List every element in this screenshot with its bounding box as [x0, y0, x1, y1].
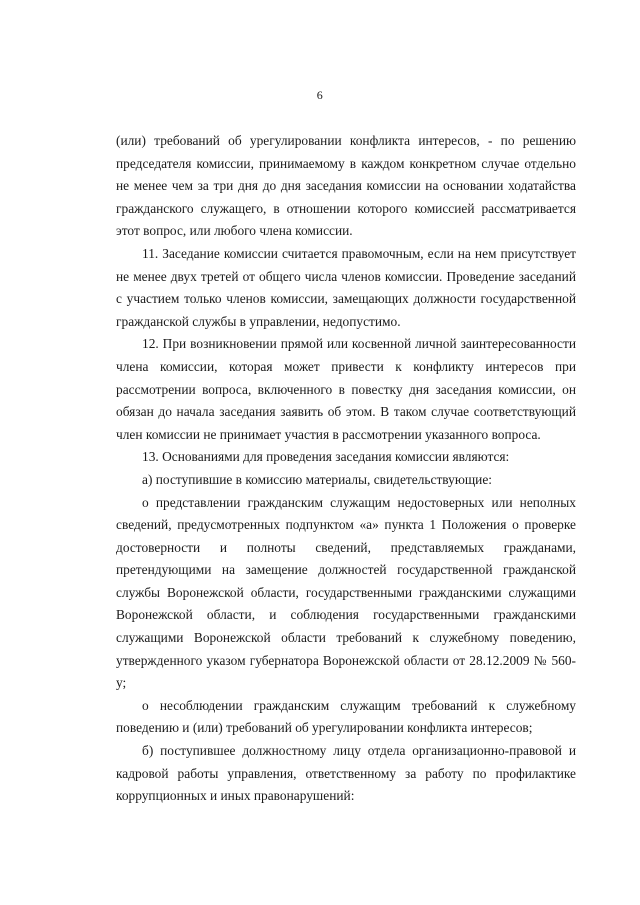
paragraph-subitem-a: а) поступившие в комиссию материалы, свидетельствующие: — [142, 471, 493, 487]
paragraph-subitem-b: б) поступившее должностному лицу отдела организационно-правовой и кадровой работы управления, ответственному за работу по профилактике коррупционных и иных правонарушений: — [116, 743, 576, 804]
paragraph-a-second-point: о несоблюдении гражданским служащим требований к служебному поведению и (или) требований об урегулировании конфликта интересов; — [116, 697, 576, 736]
page-number: 6 — [316, 88, 324, 102]
document-body — [116, 130, 576, 808]
paragraph-item-11: 11. Заседание комиссии считается правомочным, если на нем присутствует не менее двух третей от общего числа членов комиссии. Проведение заседаний с участием только членов комиссии, замещающих должности государственной гражданской службы в управлении, недопустимо. — [116, 245, 576, 329]
paragraph-item-12: 12. При возникновении прямой или косвенной личной заинтересованности члена комиссии, которая может привести к конфликту интересов при рассмотрении вопроса, включенного в повестку дня заседания комиссии, он обязан до начала заседания заявить об этом. В таком случае соответствующий член комиссии не принимает участия в рассмотрении указанного вопроса. — [116, 336, 576, 442]
paragraph-item-13: 13. Основаниями для проведения заседания комиссии являются: — [142, 449, 510, 465]
paragraph-a-first-point: о представлении гражданским служащим недостоверных или неполных сведений, предусмотренных подпунктом «а» пункта 1 Положения о проверке достоверности и полноты сведений, представляемых гражданами, претендующими на замещение должностей государственной гражданской службы Воронежской области, государственными гражданскими служащими Воронежской области, и соблюдения государственными гражданскими служащими Воронежской области требований к служебному поведению, утвержденного указом губернатора Воронежской области от 28.12.2009 № 560-у; — [116, 494, 576, 691]
paragraph-continuation: (или) требований об урегулировании конфликта интересов, - по решению председателя комиссии, принимаемому в каждом конкретном случае отдельно не менее чем за три дня до дня заседания комиссии на основании ходатайства гражданского служащего, в отношении которого комиссией рассматривается этот вопрос, или любого члена комиссии. — [116, 133, 576, 239]
